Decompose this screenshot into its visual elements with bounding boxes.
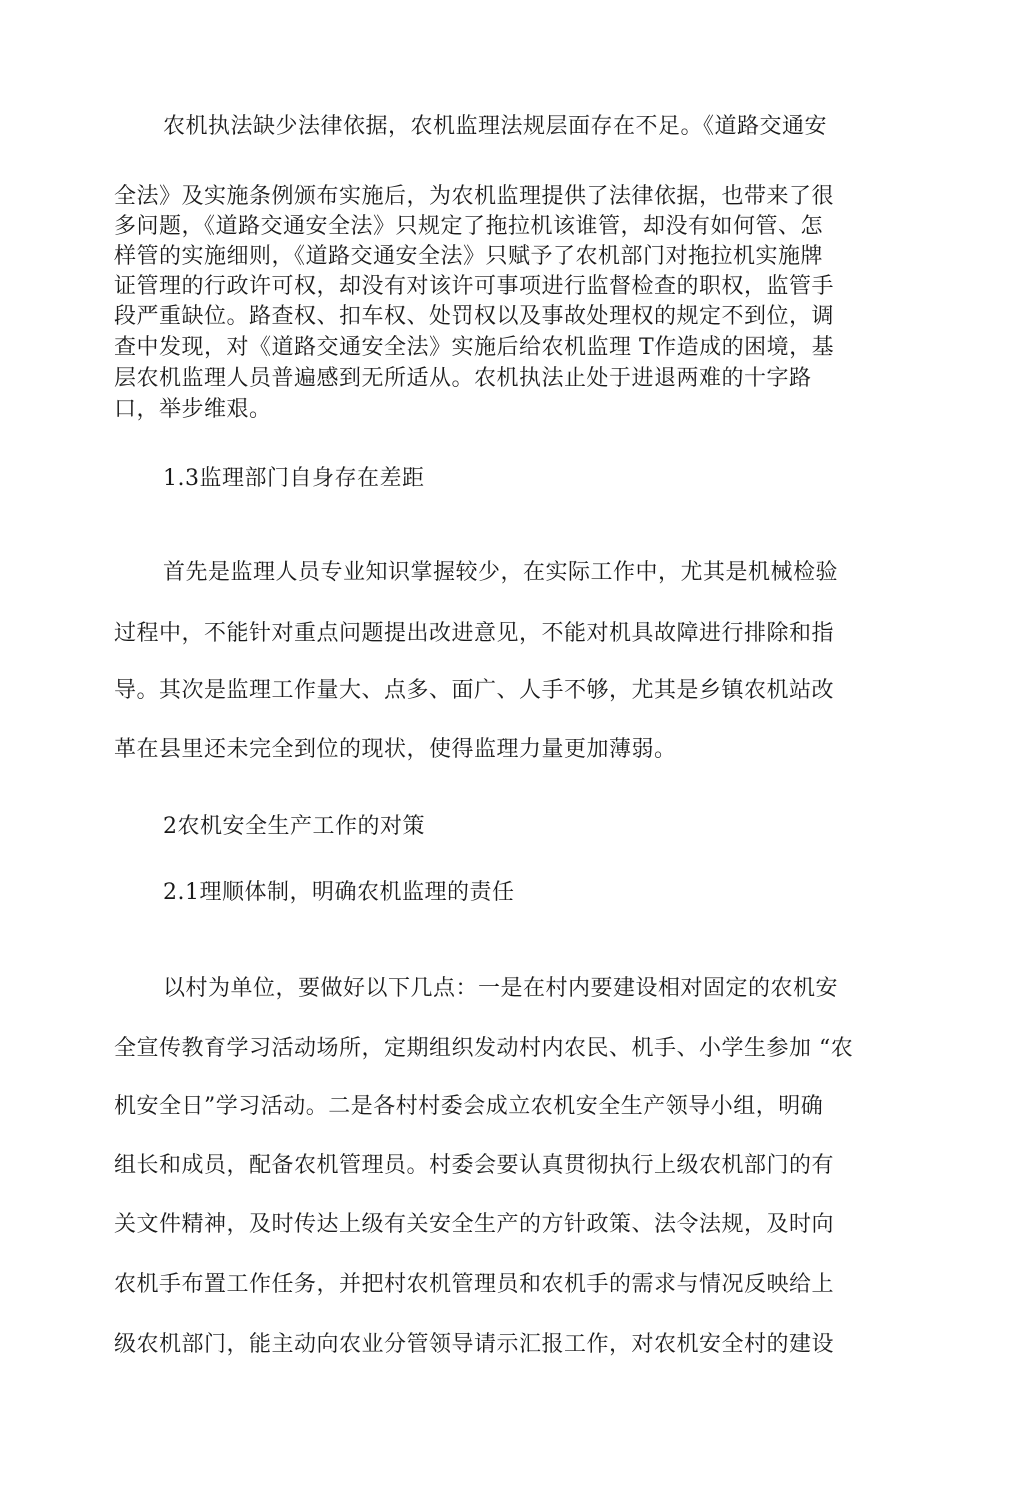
paragraph-1-line-7: 查中发现，对《道路交通安全法》实施后给农机监理 T作造成的困境，基: [114, 335, 835, 360]
section-heading-2-1: 2.1理顺体制，明确农机监理的责任: [163, 880, 515, 905]
paragraph-1-line-5: 证管理的行政许可权，却没有对该许可事项进行监督检查的职权，监管手: [114, 274, 835, 299]
paragraph-3-line-6: 农机手布置工作任务，并把村农机管理员和农机手的需求与情况反映给上: [114, 1272, 835, 1297]
paragraph-1-line-8: 层农机监理人员普遍感到无所适从。农机执法止处于进退两难的十字路: [114, 366, 812, 391]
section-heading-2: 2农机安全生产工作的对策: [163, 814, 425, 839]
paragraph-3-line-3: 机安全日”学习活动。二是各村村委会成立农机安全生产领导小组，明确: [114, 1094, 824, 1119]
paragraph-2-line-2: 过程中，不能针对重点问题提出改进意见，不能对机具故障进行排除和指: [114, 621, 835, 646]
paragraph-3-line-1: 以村为单位，要做好以下几点：一是在村内要建设相对固定的农机安: [163, 976, 839, 1001]
paragraph-1-line-4: 样管的实施细则，《道路交通安全法》只赋予了农机部门对拖拉机实施牌: [114, 244, 824, 269]
paragraph-1-line-6: 段严重缺位。路查权、扣车权、处罚权以及事故处理权的规定不到位，调: [114, 304, 835, 329]
paragraph-1-line-1: 农机执法缺少法律依据，农机监理法规层面存在不足。《道路交通安: [163, 114, 828, 139]
paragraph-3-line-4: 组长和成员，配备农机管理员。村委会要认真贯彻执行上级农机部门的有: [114, 1153, 835, 1178]
paragraph-1-line-3: 多问题，《道路交通安全法》只规定了拖拉机该谁管，却没有如何管、怎: [114, 214, 824, 239]
paragraph-3-line-2: 全宣传教育学习活动场所，定期组织发动村内农民、机手、小学生参加 “农: [114, 1036, 854, 1061]
paragraph-1-line-2: 全法》及实施条例颁布实施后，为农机监理提供了法律依据，也带来了很: [114, 184, 835, 209]
paragraph-2-line-1: 首先是监理人员专业知识掌握较少，在实际工作中，尤其是机械检验: [163, 560, 839, 585]
paragraph-2-line-4: 革在县里还未完全到位的现状，使得监理力量更加薄弱。: [114, 737, 677, 762]
paragraph-1-line-9: 口，举步维艰。: [114, 397, 272, 422]
section-heading-1-3: 1.3监理部门自身存在差距: [163, 466, 425, 491]
paragraph-3-line-5: 关文件精神，及时传达上级有关安全生产的方针政策、法令法规，及时向: [114, 1212, 835, 1237]
paragraph-3-line-7: 级农机部门，能主动向农业分管领导请示汇报工作，对农机安全村的建设: [114, 1332, 835, 1357]
paragraph-2-line-3: 导。其次是监理工作量大、点多、面广、人手不够，尤其是乡镇农机站改: [114, 678, 835, 703]
